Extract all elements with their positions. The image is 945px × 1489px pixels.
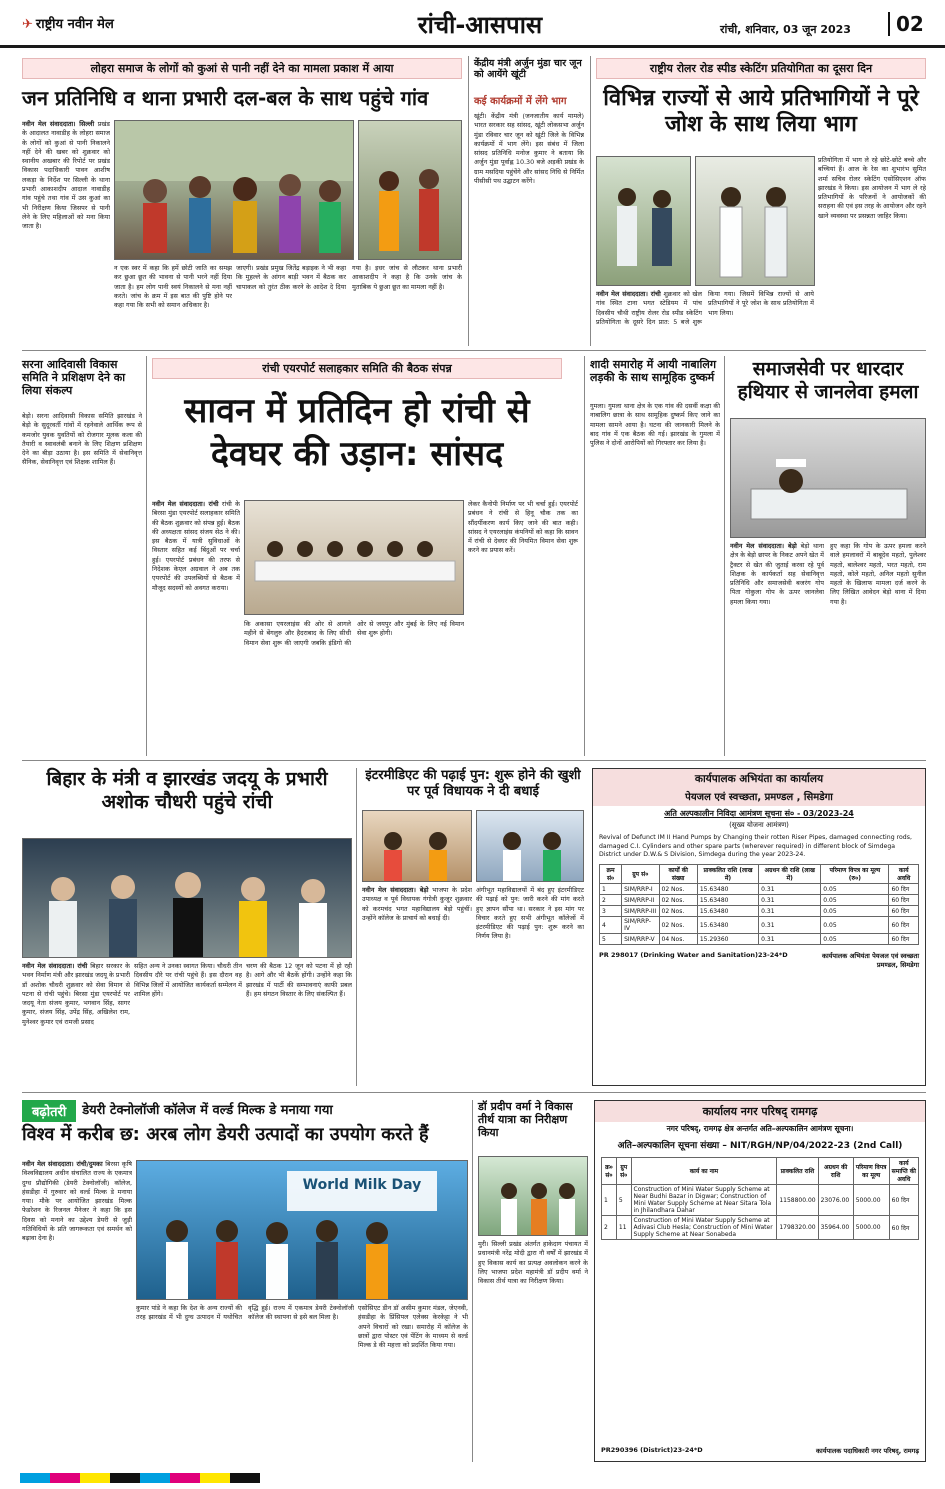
tender1-table-cell: 3: [600, 906, 622, 917]
story7-headline[interactable]: समाजसेवी पर धारदार हथियार से जानलेवा हमला: [737, 358, 919, 403]
tender1-sub: (सूख्य योजना आमंत्रण): [729, 821, 789, 829]
story8-headline[interactable]: बिहार के मंत्री व झारखंड जदयू के प्रभारी अशोक चौधरी पहुंचे रांची: [46, 768, 328, 813]
story8-dateline: नवीन मेल संवाददाता। रांची: [22, 962, 88, 970]
tender1-column-header: कार्य अवधि: [889, 865, 919, 884]
tender2-table-row: [602, 1185, 919, 1216]
hospital-photo: [731, 419, 926, 538]
column-divider-3: [146, 356, 147, 756]
tender2-table-cell: 1: [602, 1185, 617, 1216]
tender1-table-cell: 0.31: [759, 906, 821, 917]
story8-body-3: चरण की बैठक 12 जून को पटना में हो रही है। आगे और भी बैठकें होंगी। उन्होंने कहा कि झारखंड में पार्टी की सम्भावनाएं काफी प्रबल हैं। हम संगठन विस्तार के लिए संकल्पित हैं।: [246, 962, 352, 998]
tender2-column-header: अग्रधन की राशि: [818, 1158, 853, 1185]
tender1-table-cell: 02 Nos.: [659, 906, 697, 917]
tender1-column-header: ग्रुप सं०: [622, 865, 659, 884]
tender2-table-cell: 35964.00: [818, 1216, 853, 1240]
story10-kicker: डेयरी टेक्नोलॉजी कॉलेज में वर्ल्ड मिल्क डे मनाया गया: [82, 1103, 333, 1119]
story7-body-2: हुए कहा कि गोप के ऊपर हमला करने वाले हमलावरों में बाबूदेव महतो, पुलेश्वर महतो, बालेश्वर महतो, भरत महतो, राम महतो, कोले महतो, अनिल महतो सुनील महतो के खिलाफ मामला दर्ज करने के लिए लिखित आवेदन बेड़ो थाना में दिया गया है।: [830, 542, 926, 606]
tender1-table-cell: 0.05: [821, 906, 889, 917]
story1-photo-2: [358, 120, 462, 260]
tender1-column-header: अग्रधन की राशि (लाख में): [759, 865, 821, 884]
tender1-notice: अति अल्पकालीन निविदा आमंत्रण सूचना सं० - 03/2023-24: [664, 809, 854, 818]
story2-headline[interactable]: कई कार्यक्रमों में लेंगे भाग: [474, 96, 567, 107]
tender1-table-cell: 0.31: [759, 934, 821, 945]
column-divider-6: [356, 768, 357, 1086]
tender2-table-cell: Construction of Mini Water Supply Scheme at Adivasi Club Hesla; Construction of Mini Water Supply Scheme at Near Sonabeda: [631, 1216, 777, 1240]
story10-body-2: कुमार पांडे ने कहा कि देश के अन्य राज्यों की तरह झारखंड में भी दुग्ध उत्पादन में यथोचित वृद्धि हुई। राज्य में एकमात्र डेयरी टेक्नोलॉजी कॉलेज की स्थापना से इसे बल मिला है।: [136, 1304, 354, 1322]
tender-notice-simdega: [592, 768, 926, 1086]
story9-dateline: नवीन मेल संवाददाता। बेड़ो: [362, 886, 429, 894]
tender1-table-cell: 15.29360: [697, 934, 758, 945]
tender1-table-cell: SIM/RRP-III: [622, 906, 659, 917]
story8-body-2: सहित अन्य ने उनका स्वागत किया। चौधरी तीन दिवसीय दौरे पर रांची पहुंचे हैं। इस दौरान वह विभिन्न जिलों में आयोजित कार्यकर्ता सम्मेलन में शामिल होंगे।: [134, 962, 242, 998]
tender2-table-row: [602, 1216, 919, 1240]
tender2-column-header: परिमाण विपत्र का मूल्य: [853, 1158, 889, 1185]
tender2-table-cell: 5000.00: [853, 1185, 889, 1216]
story1-kicker: लोहरा समाज के लोगों को कुआं से पानी नहीं देने का मामला प्रकाश में आया: [22, 58, 462, 79]
tender2-table: [601, 1157, 919, 1240]
tender1-table-cell: 60 दिन: [889, 906, 919, 917]
tender1-footer-left: PR 298017 (Drinking Water and Sanitation)23-24*D: [599, 951, 788, 960]
tender2-notice: अति–अल्पकालिन सूचना संख्या – NIT/RGH/NP/04/2022-23 (2nd Call): [617, 1141, 903, 1151]
meeting-photo: [245, 501, 464, 615]
tender2-table-cell: 2: [602, 1216, 617, 1240]
story7-body: नवीन मेल संवाददाता। बेड़ो बेड़ो थाना क्षेत्र के बेड़ो छापर के निकट अपने खेत में ट्रैक्टर से खेत की जुताई करवा रहे पूर्व शिक्षक के कार्यकर्ता सह सेवानिवृत्त प्रतिनिधि और समाजसेवी बजरंग गोप पिता गोकुला गोप के ऊपर जानलेवा हमला किया गया।: [730, 542, 824, 606]
tender1-dept: पेयजल एवं स्वच्छता, प्रमण्डल , सिमडेगा: [593, 789, 925, 806]
tender1-table-cell: 2: [600, 895, 622, 906]
tender1-footer-right: कार्यपालक अभियंता पेयजल एवं स्वच्छता प्रमण्डल, सिमडेगा: [821, 952, 919, 970]
story1-photo: [114, 120, 354, 260]
tender1-table-cell: 0.05: [821, 895, 889, 906]
story1-headline[interactable]: जन प्रतिनिधि व थाना प्रभारी दल-बल के साथ पहुंचे गांव: [22, 86, 429, 110]
story10-badge: बढ़ोतरी: [22, 1100, 76, 1122]
tender1-column-header: प्राक्कलित राशि (लाख में): [697, 865, 758, 884]
tender1-column-header: क्रम सं०: [600, 865, 622, 884]
tender1-table-row: [600, 934, 919, 945]
tender2-table-cell: 1798320.00: [777, 1216, 818, 1240]
tender2-sub: नगर परिषद्, रामगढ़ क्षेत्र अन्तर्गत अति–अल्पकालिन आमंत्रण सूचना।: [666, 1124, 854, 1133]
story9-photo-1: [362, 810, 472, 882]
date-line: रांची, शनिवार, 03 जून 2023: [720, 23, 851, 36]
tender1-table-cell: 1: [600, 884, 622, 895]
page-number: 02: [888, 12, 928, 36]
tender1-table-cell: 0.05: [821, 934, 889, 945]
story10-kicker-row: [22, 1100, 468, 1122]
story3-dateline: नवीन मेल संवाददाता। रांची: [596, 290, 661, 298]
story4-body: बेड़ो। सरना आदिवासी विकास समिति झारखंड ने बेड़ो के सुदूरवर्ती गांवों में रहनेवाले आर्थिक रूप से कमजोर युवक युवतियों को रोजगार मूलक कला की तैयारी व स्वावलंबी बनाने के लिए शिक्षण प्रशिक्षण देने का बीड़ा उठाया है। इस समिति में सेवानिवृत्त सैनिक, सेवानिवृत्त एवं शिक्षक शामिल हैं।: [22, 412, 142, 467]
tender1-table-cell: 04 Nos.: [659, 934, 697, 945]
tender1-table-cell: 15.63480: [697, 895, 758, 906]
welcome-photo: [23, 839, 352, 958]
column-divider-5: [724, 356, 725, 756]
tender1-column-header: कार्यों की संख्या: [659, 865, 697, 884]
tender1-table-cell: 02 Nos.: [659, 895, 697, 906]
gathering-photo: [359, 121, 462, 260]
story9-headline[interactable]: इंटरमीडिएट की पढ़ाई पुन: शुरू होने की खुशी पर पूर्व विधायक ने दी बधाई: [365, 768, 581, 799]
story10-body: नवीन मेल संवाददाता। रांची/दुमका बिरसा कृषि विश्वविद्यालय अधीन संचालित राज्य के एकमात्र दुग्ध प्रौद्योगिकी (डेयरी टेक्नोलॉजी) कॉलेज, हंसडीहा में गुरुवार को वर्ल्ड मिल्क डे मनाया गया। मौके पर आयोजित झारखंड मिल्क फेडरेशन के रिजनल मैनेजर ने कहा कि इस दिवस को मनाने का उद्देश्य डेयरी से जुड़ी गतिविधियों के प्रति जागरूकता एवं समर्थन को बढ़ावा देना है।: [22, 1160, 132, 1243]
tender1-table-cell: SIM/RRP-V: [622, 934, 659, 945]
tender2-table-cell: Construction of Mini Water Supply Scheme at Near Budhi Bazar in Digwar; Construction of Mini Water Supply Scheme at Near Sitara Tola in Jhilandhara Dahar: [631, 1185, 777, 1216]
tender2-table-cell: 23076.00: [818, 1185, 853, 1216]
tender2-office: कार्यालय नगर परिषद् रामगढ़: [595, 1101, 925, 1122]
story5-kicker: रांची एयरपोर्ट सलाहकार समिति की बैठक संपन्न: [152, 358, 562, 379]
tender1-table-cell: 60 दिन: [889, 917, 919, 934]
village-photo: [479, 1157, 588, 1236]
column-divider-2: [590, 56, 591, 346]
college-photo: [477, 811, 584, 882]
story7-dateline: नवीन मेल संवाददाता। बेड़ो: [730, 542, 797, 550]
story11-kicker[interactable]: डॉ प्रदीप वर्मा ने विकास तीर्थ यात्रा का निरीक्षण किया: [478, 1100, 573, 1140]
column-divider: [468, 56, 469, 346]
tender1-table-cell: 60 दिन: [889, 934, 919, 945]
story9-body-2: अंगीभूत महाविद्यालयों में बंद हुए इंटरमीडिएट की पढ़ाई को पुन: जारी करने की मांग करते हुए ज्ञापन सौंपा था। सरकार ने इस मांग पर विचार करते हुए सभी अंगीभूत कॉलेजों में इंटरमीडिएट की पढ़ाई पुन: शुरू करने का निर्णय लिया है।: [476, 886, 584, 941]
story5-body-3: लेकर कैनोपी निर्माण पर भी चर्चा हुई। एयरपोर्ट प्रबंधन ने रांची से हिनू चौक तक का सौंदर्यीकरण कार्य किए जाने की बात कही। सांसद ने एयरलाइंस कंपनियों को कहा कि सावन में रांची से देवघर की नियमित विमान सेवा शुरू करने का प्रयास करें।: [468, 500, 578, 555]
story5-photo: [244, 500, 464, 615]
story10-headline[interactable]: विश्व में करीब छ: अरब लोग डेयरी उत्पादों का उपयोग करते हैं: [22, 1124, 429, 1145]
tender1-table-row: [600, 884, 919, 895]
skaters-photo: [597, 157, 691, 286]
section-divider: [22, 350, 926, 351]
story1-body-3: जाएगी। प्रखंड प्रमुख जितेंद्र बड़ाइक ने भी कहा कि मुहल्ले के आंगन बाड़ी भवन में बैठक कर चापाकल को तुरंत ठीक करने के आदेश दे दिया गया है। इधर जांच से लौटकर थाना प्रभारी आकाशदीप ने कहा है कि उनके जांच के मुताबिक ये छुआ छूत का मामला नहीं है।: [236, 264, 462, 291]
tender2-table-cell: 5000.00: [853, 1216, 889, 1240]
story4-kicker[interactable]: सरना आदिवासी विकास समिति ने प्रशिक्षण देने का लिया संकल्प: [22, 358, 126, 398]
tender2-table-cell: 5: [616, 1185, 631, 1216]
tender1-column-header: परिमाण विपत्र का मूल्य (रु०): [821, 865, 889, 884]
bird-icon: ✈: [22, 17, 33, 32]
story3-photo-2: [695, 156, 815, 286]
tender1-table: [599, 864, 919, 945]
tender1-table-cell: SIM/RRP-IV: [622, 917, 659, 934]
story3-body: नवीन मेल संवाददाता। रांची शुक्रवार को खेल गांव स्थित टाना भगत स्टेडियम में पांच दिवसीय चौथी राष्ट्रीय रोलर रोड स्पीड स्केटिंग प्रतियोगिता के दूसरे दिन प्रात: 5 बजे शुरू किया गया। जिसमें विभिन्न राज्यों से आये प्रतिभागियों ने पूरे जोश के साथ प्रतियोगिता में भाग लिया।: [596, 290, 814, 326]
tender2-table-cell: 60 दिन: [889, 1185, 918, 1216]
section-title: रांची-आसपास: [417, 11, 543, 39]
story3-body-2: प्रतियोगिता में भाग ले रहे छोटे-छोटे बच्चे और बच्चियां हैं। आज के रेस का शुभारंभ सुमित शर्मा सचिव रोलर स्केटिंग एसोसिएशन ऑफ झारखंड ने किया। इस आयोजन में भाग ले रहे प्रतिभागियों के परिजनों ने आयोजकों की सराहना की एवं इस तरह के आयोजन और रहने खाने व्यवस्था पर प्रसन्नता जाहिर किया।: [818, 156, 926, 220]
tender1-table-cell: 60 दिन: [889, 884, 919, 895]
crowd-photo: [115, 121, 354, 260]
story8-body: नवीन मेल संवाददाता। रांची बिहार सरकार के भवन निर्माण मंत्री और झारखंड जदयू के प्रभारी डॉ अशोक चौधरी शुक्रवार को सेवा विमान से पटना से रांची पहुंचे। बिरसा मुंडा एयरपोर्ट पर जदयू नेता संजय कुमार, भगवान सिंह, सागर कुमार, संजय सिंह, उपेंद्र सिंह, अखिलेश राम, मुनेश्वर कुमार एवं रामजी प्रसाद: [22, 962, 130, 1026]
tender2-table-cell: 11: [616, 1216, 631, 1240]
tender1-table-cell: 02 Nos.: [659, 917, 697, 934]
tender1-table-cell: SIM/RRP-II: [622, 895, 659, 906]
tender1-table-cell: 15.63480: [697, 884, 758, 895]
tender2-table-cell: 1158800.00: [777, 1185, 818, 1216]
tender1-table-cell: 0.31: [759, 884, 821, 895]
masthead: [0, 0, 945, 48]
story3-photo-1: [596, 156, 691, 286]
tender1-table-cell: 0.05: [821, 917, 889, 934]
newspaper-logo: ✈ राष्ट्रीय नवीन मेल: [22, 17, 114, 32]
tender2-footer-left: PR290396 (District)23-24*D: [601, 1446, 703, 1454]
story1-body-2: न एक स्वर में कहा कि हमें छोटी जाति का समझ कर छुआ छूत की भावना से पानी भरने नहीं दिया जाता है। हम लोग पानी स्वयं निकालने से मना नहीं करते। जांच के क्रम में इस बात की पुष्टि होने पर कहा गया कि सभी को समान अधिकार है।: [114, 264, 232, 310]
story6-body: गुमला। गुमला थाना क्षेत्र के एक गांव की दसवीं कक्षा की नाबालिग छात्रा के साथ सामूहिक दुष्कर्म किए जाने का मामला सामने आया है। घटना की जानकारी मिलने के बाद गांव में एक बैठक की गई। झारखंड के गुमला में पुलिस ने दोनों आरोपियों को गिरफ्तार कर लिया है।: [590, 402, 720, 448]
tender1-office: कार्यपालक अभियंता का कार्यालय: [593, 769, 925, 789]
story11-body: मुरी। सिल्ली प्रखंड अंतर्गत हाकेदाग पंचायत में प्रधानमंत्री नरेंद्र मोदी द्वारा नौ वर्षों में झारखंड में हुए विकास कार्य का प्रत्यक्ष अवलोकन करने के लिए भाजपा प्रदेश महामंत्री डॉ प्रदीप वर्मा ने विकास तीर्थ यात्रा का निरीक्षण किया।: [478, 1240, 588, 1286]
officials-photo: [696, 157, 815, 286]
tender1-table-cell: 0.05: [821, 884, 889, 895]
story7-photo: [730, 418, 926, 538]
tender1-table-cell: 15.63480: [697, 906, 758, 917]
tender1-table-cell: 60 दिन: [889, 895, 919, 906]
tender1-table-cell: 5: [600, 934, 622, 945]
story8-photo: [22, 838, 352, 958]
tender2-footer-right: कार्यपालक पदाधिकारी नगर परिषद्, रामगढ़: [816, 1447, 919, 1455]
tender1-table-cell: 4: [600, 917, 622, 934]
tender2-column-header: क्र० सं०: [602, 1158, 617, 1185]
story11-photo: [478, 1156, 588, 1236]
section-divider-3: [22, 1092, 926, 1093]
story5-body: नवीन मेल संवाददाता। रांची रांची के बिरसा मुंडा एयरपोर्ट सलाहकार समिति की बैठक शुक्रवार को संपन्न हुई। बैठक की अध्यक्षता सांसद संजय सेठ ने की। इस बैठक में यात्री सुविधाओं के विस्तार सहित कई बिंदुओं पर चर्चा हुई। एयरपोर्ट प्रबंधन की तरफ से निदेशक केएल अग्रवाल ने अब तक एयरपोर्ट की उपलब्धियों से बैठक में मौजूद सदस्यों को अवगत कराया।: [152, 500, 240, 592]
story3-kicker: राष्ट्रीय रोलर रोड स्पीड स्केटिंग प्रतियोगिता का दूसरा दिन: [596, 58, 926, 79]
story6-kicker[interactable]: शादी समारोह में आयी नाबालिग लड़की के साथ सामूहिक दुष्कर्म: [590, 358, 717, 385]
tender1-table-cell: 0.31: [759, 917, 821, 934]
story1-dateline: नवीन मेल संवाददाता। सिल्ली: [22, 120, 95, 128]
story2-kicker: केंद्रीय मंत्री अर्जुन मुंडा चार जून को आयेंगे खूंटी: [474, 58, 582, 81]
tender1-table-cell: 02 Nos.: [659, 884, 697, 895]
tender2-column-header: ग्रुप सं०: [616, 1158, 631, 1185]
story9-body: नवीन मेल संवाददाता। बेड़ो भाजपा के प्रदेश उपाध्यक्ष व पूर्व विधायक गंगोत्री कुजूर शुक्रवार को करमचंद भगत महाविद्यालय बेड़ो पहुंचीं। उन्होंने कॉलेज के प्राचार्य को बधाई दी।: [362, 886, 472, 922]
story10-dateline: नवीन मेल संवाददाता। रांची/दुमका: [22, 1160, 103, 1168]
column-divider-4: [584, 356, 585, 756]
tender2-column-header: कार्य समाप्ति की अवधि: [889, 1158, 918, 1185]
milk-day-banner: World Milk Day: [302, 1177, 422, 1193]
tender1-table-cell: SIM/RRP-I: [622, 884, 659, 895]
story10-photo: [136, 1160, 468, 1300]
tender2-column-header: कार्य का नाम: [631, 1158, 777, 1185]
color-registration-bar: [20, 1468, 925, 1478]
tender1-table-cell: 15.63480: [697, 917, 758, 934]
tender1-table-row: [600, 895, 919, 906]
story5-body-2: कि अकासा एयरलाइंस की ओर से आगले महीने से बेंगलुरु और हैदराबाद के लिए सीधी विमान सेवा शुरू की जाएगी जबकि इंडिगो की ओर से जयपुर और मुंबई के लिए नई विमान सेवा शुरू होगी।: [244, 620, 464, 647]
tender2-column-header: प्राक्कलित राशि: [777, 1158, 818, 1185]
tender-notice-ramgarh: [594, 1100, 926, 1462]
felicitation-photo: [363, 811, 472, 882]
tender1-table-cell: 0.31: [759, 895, 821, 906]
tender1-table-row: [600, 906, 919, 917]
story3-headline[interactable]: विभिन्न राज्यों से आये प्रतिभागियों ने पूरे जोश के साथ लिया भाग: [603, 86, 919, 138]
story2-body: खूंटी। केंद्रीय मंत्री (जनजातीय कार्य मामले) भारत सरकार सह सांसद, खूंटी लोकसभा अर्जुन मुंडा रविवार चार जून को खूंटी जिले के विभिन्न कार्यक्रमों में भाग लेंगे। इस संबंध में जिला सांसद प्रतिनिधि मनोज कुमार ने बताया कि अर्जुन मुंडा पूर्वाह्न 10.30 बजे अड़की प्रखंड के ग्राम मसदिया पहुंचेंगे और सांसद निधि से निर्मित पीसीसी पथ उद्घाटन करेंगे।: [474, 112, 584, 185]
story5-headline[interactable]: सावन में प्रतिदिन हो रांची से देवघर की उड़ान: सांसद: [184, 391, 530, 474]
tender1-table-row: [600, 917, 919, 934]
column-divider-7: [472, 1100, 473, 1462]
story5-dateline: नवीन मेल संवाददाता। रांची: [152, 500, 219, 508]
section-divider-2: [22, 760, 926, 761]
tender1-work: Revival of Defunct IM II Hand Pumps by Changing their rotten Riser Pipes, damaged connecting rods, damaged C.I. Cylinders and other spare parts (wherever required) in different block of Simdega District under D.W.& S Division, Simdega during the year 2023-24.: [599, 834, 912, 859]
story1-body: नवीन मेल संवाददाता। सिल्ली प्रखंड के आदालत नावाडीह के लोहरा समाज के लोगों को कुआं से पानी निकालने नहीं देने की खबर को शुक्रवार को स्थानीय अखबार की रिपोर्ट पर प्रखंड विकास पदाधिकारी पावन आशीष लकड़ा के निर्देश पर सिल्ली के थाना प्रभारी आकाशदीप आदाल नावाडीह गांव पहुंचे तथा गांव में उस कुआं का भी निरीक्षण किया जिसपर से पानी लेने के लिए महिलाओं को मना किया जाता है।: [22, 120, 110, 231]
story10-body-3: एसोसिएट डीन डॉ असीम कुमार मंडल, जेएनवी, हंसडीहा के प्रिंसिपल एलेक्स केरकेट्टा ने भी अपने विचारों को रखा। समारोह में कॉलेज के छात्रों द्वारा पोस्टर एवं पेंटिंग के माध्यम से वर्ल्ड मिल्क डे की महत्ता को प्रदर्शित किया गया।: [358, 1304, 468, 1350]
tender2-table-cell: 60 दिन: [889, 1216, 918, 1240]
story9-photo-2: [476, 810, 584, 882]
